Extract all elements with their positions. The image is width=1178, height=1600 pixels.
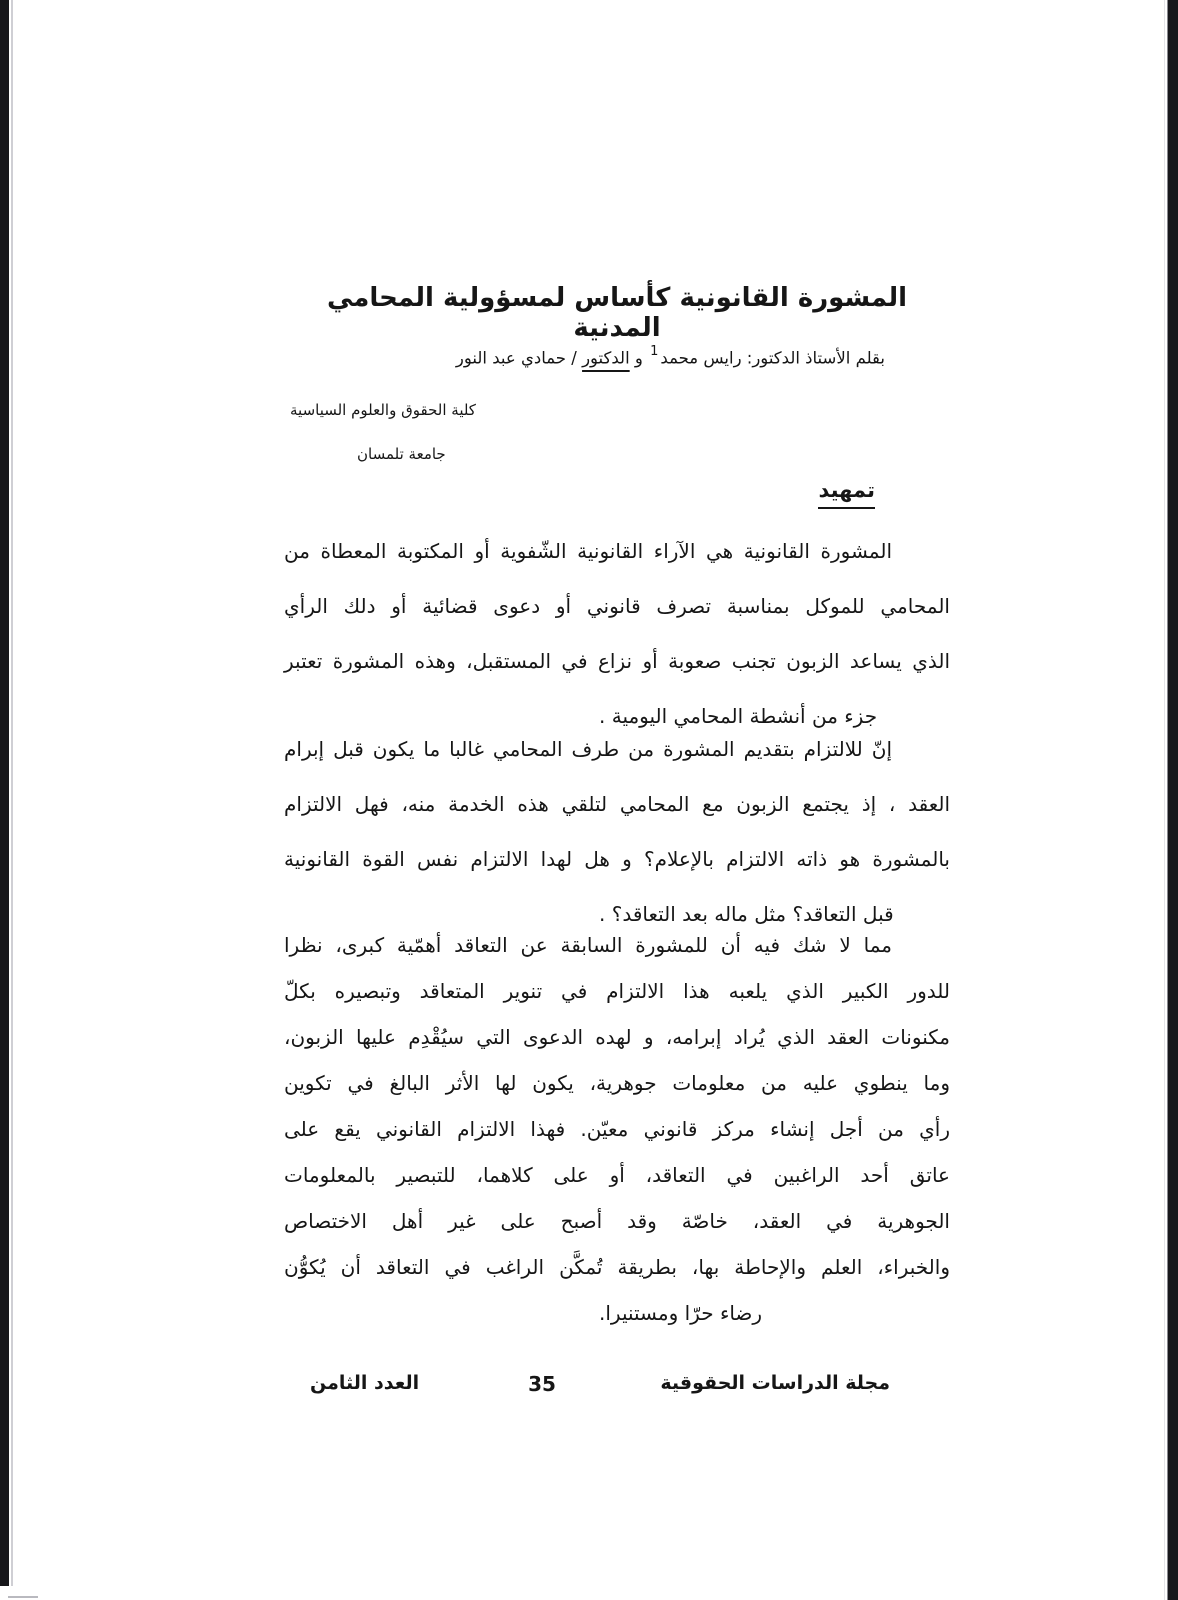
body-line: الجوهرية في العقد، خاصّة وقد أصبح على غير أهل الاختصاص [284,1209,950,1233]
body-line: عاتق أحد الراغبين في التعاقد، أو على كلاهما، للتبصير بالمعلومات [284,1163,950,1187]
body-line: المحامي للموكل بمناسبة تصرف قانوني أو دعوى قضائية أو دلك الرأي [284,594,950,618]
paragraph-1 [284,524,950,744]
page-number: 35 [528,1372,556,1396]
byline-part3: / حمادي عبد النور [455,348,583,368]
body-line: جزء من أنشطة المحامي اليومية . [599,704,878,728]
scan-edge-right-hairline [1164,0,1165,1600]
affiliation-university: جامعة تلمسان [357,445,446,463]
byline-underlined-word: الدكتور [582,348,630,368]
section-heading-text: تمهيد [818,478,875,509]
body-line: المشورة القانونية هي الآراء القانونية الشّفوية أو المكتوبة المعطاة من [284,539,892,563]
body-line: العقد ، إذ يجتمع الزبون مع المحامي لتلقي هذه الخدمة منه، فهل الالتزام [284,792,950,816]
byline-part1: بقلم الأستاذ الدكتور: رايس محمد [660,348,885,368]
scan-edge-left [0,0,9,1586]
affiliation-faculty: كلية الحقوق والعلوم السياسية [290,401,476,419]
body-line: رأي من أجل إنشاء مركز قانوني معيّن. فهذا الالتزام القانوني يقع على [284,1117,950,1141]
paragraph-2 [284,722,950,942]
scan-edge-bottom-mark [8,1596,38,1598]
page-title: المشورة القانونية كأساس لمسؤولية المحامي المدنية [326,283,908,343]
body-line: قبل التعاقد؟ مثل ماله بعد التعاقد؟ . [599,902,894,926]
body-line: والخبراء، العلم والإحاطة بها، بطريقة تُمكَّن الراغب في التعاقد أن يُكوُّن [284,1255,950,1279]
body-line: وما ينطوي عليه من معلومات جوهرية، يكون لها الأثر البالغ في تكوين [284,1071,950,1095]
body-line: مما لا شك فيه أن للمشورة السابقة عن التعاقد أهمّية كبرى، نظرا [284,933,892,957]
body-line: رضاء حرّا ومستنيرا. [599,1301,763,1325]
body-line: الذي يساعد الزبون تجنب صعوبة أو نزاع في المستقبل، وهذه المشورة تعتبر [284,649,950,673]
body-line: إنّ للالتزام بتقديم المشورة من طرف المحامي غالبا ما يكون قبل إبرام [284,737,892,761]
body-line: للدور الكبير الذي يلعبه هذا الالتزام في تنوير المتعاقد وتبصيره بكلّ [284,979,950,1003]
byline [298,346,885,368]
byline-footnote-marker: 1 [650,344,659,359]
byline-part2: و [629,348,649,368]
scan-edge-left-hairline [11,0,13,1586]
body-line: مكنونات العقد الذي يُراد إبرامه، و لهده الدعوى التي سيُقْدِم عليها الزبون، [284,1025,950,1049]
body-line: بالمشورة هو ذاته الالتزام بالإعلام؟ و هل لهدا الالتزام نفس القوة القانونية [284,847,950,871]
scan-edge-right [1167,0,1178,1600]
paragraph-3 [284,922,950,1336]
section-heading [284,478,875,502]
footer-issue-number: العدد الثامن [310,1372,420,1394]
footer-journal-name: مجلة الدراسات الحقوقية [660,1372,890,1394]
